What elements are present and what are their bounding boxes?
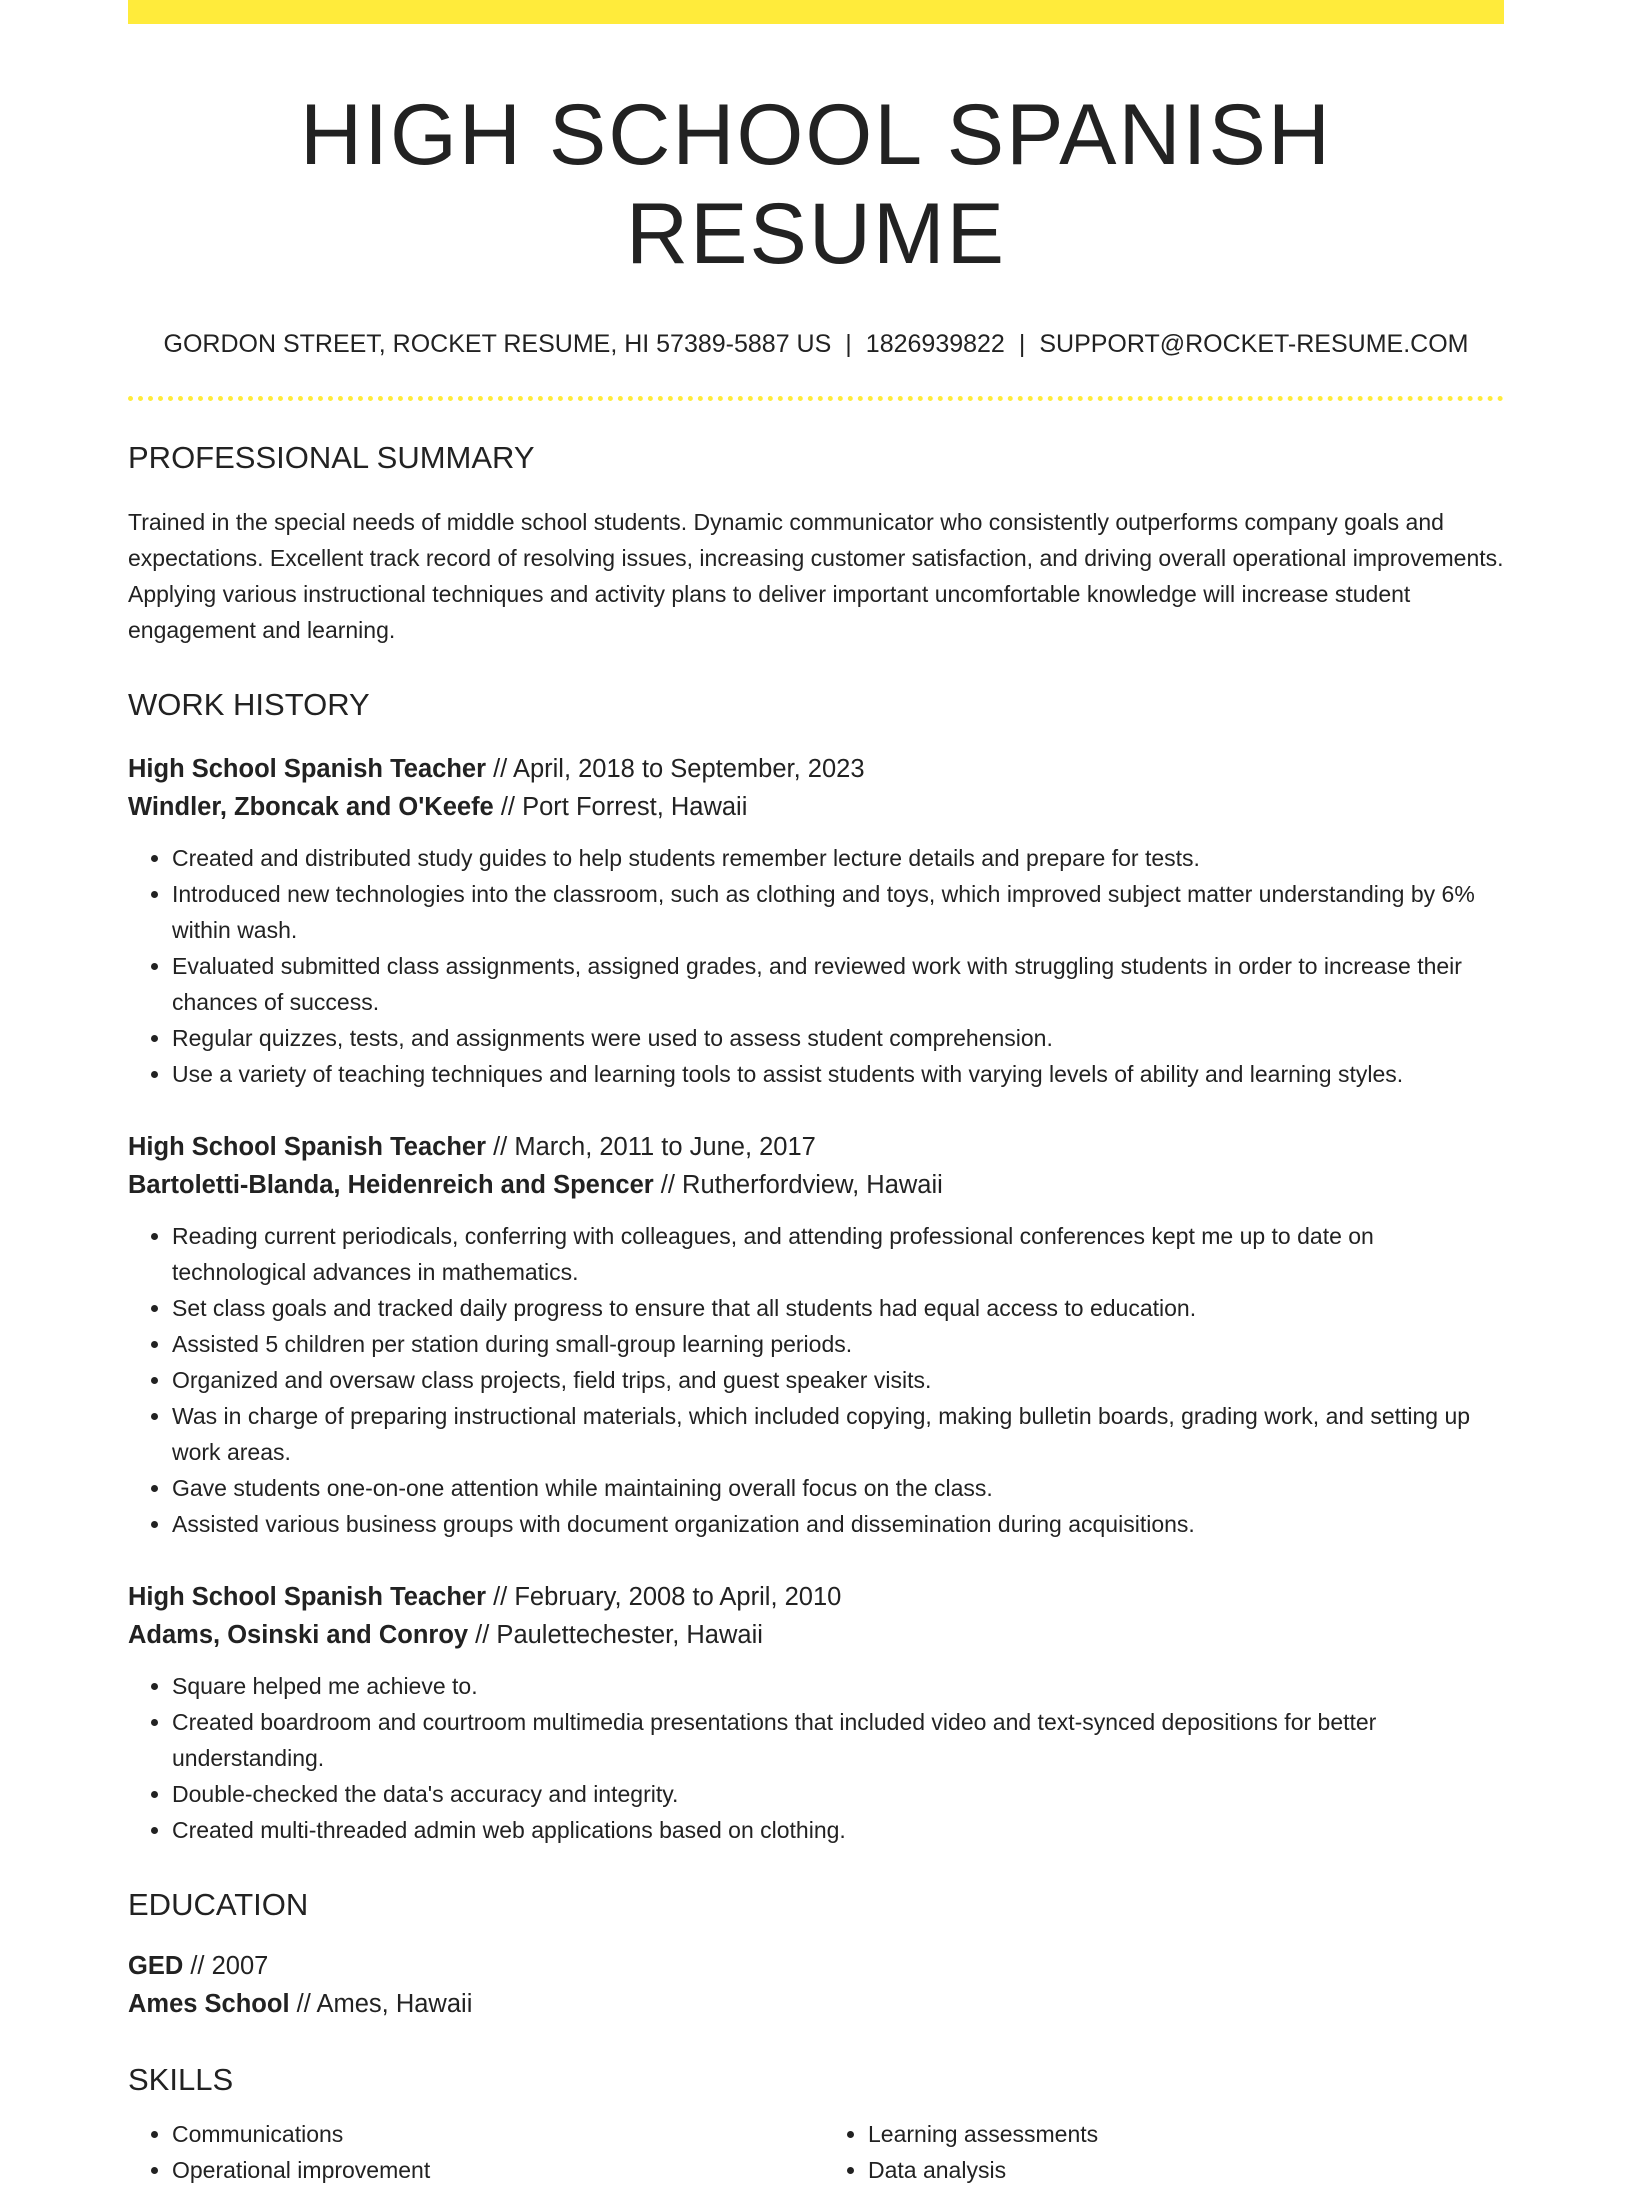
job-bullet: • Evaluated submitted class assignments, assigned grades, and reviewed work with struggling students in order to increase their chances of success. — [172, 948, 1504, 1020]
skills-heading: SKILLS — [128, 2061, 234, 2097]
job-employer-line — [128, 1616, 1504, 1654]
job-dates: // February, 2008 to April, 2010 — [486, 1582, 842, 1611]
accent-top-bar — [128, 0, 1504, 24]
job-bullet: • Assisted various business groups with document organization and dissemination during acquisitions. — [172, 1506, 1504, 1542]
job-location: // Rutherfordview, Hawaii — [653, 1170, 943, 1199]
skills-right-list — [816, 2116, 1504, 2188]
education-degree: GED — [128, 1951, 184, 1980]
job-bullet: • Gave students one-on-one attention while maintaining overall focus on the class. — [172, 1470, 1504, 1506]
job-bullet: • Set class goals and tracked daily progress to ensure that all students had equal access to education. — [172, 1290, 1504, 1326]
education-degree-line — [128, 1947, 1504, 1985]
job-employer-line — [128, 788, 1504, 826]
job-dates: // March, 2011 to June, 2017 — [486, 1132, 816, 1161]
skills-left-list — [128, 2116, 816, 2188]
job-bullet: • Created boardroom and courtroom multimedia presentations that included video and text-synced depositions for better understanding. — [172, 1704, 1504, 1776]
job-bullets — [128, 840, 1504, 1092]
job-bullet: • Created multi-threaded admin web applications based on clothing. — [172, 1812, 1504, 1848]
job-role: High School Spanish Teacher — [128, 754, 487, 783]
education-entry — [128, 1947, 1504, 2023]
education-location: // Ames, Hawaii — [289, 1989, 473, 2018]
job-employer: Adams, Osinski and Conroy — [128, 1620, 469, 1649]
job-role: High School Spanish Teacher — [128, 1582, 487, 1611]
education-year: // 2007 — [183, 1951, 269, 1980]
dotted-divider — [128, 396, 1504, 401]
job-employer: Bartoletti-Blanda, Heidenreich and Spencer — [128, 1170, 654, 1199]
job-entry — [128, 1578, 1504, 1848]
skill-item: • Operational improvement — [172, 2152, 816, 2188]
resume-title: HIGH SCHOOL SPANISH RESUME — [300, 87, 1332, 282]
job-role-line — [128, 750, 1504, 788]
job-bullet: • Organized and oversaw class projects, field trips, and guest speaker visits. — [172, 1362, 1504, 1398]
contact-email: SUPPORT@ROCKET-RESUME.COM — [1039, 329, 1469, 358]
job-location: // Paulettechester, Hawaii — [468, 1620, 763, 1649]
education-school: Ames School — [128, 1989, 290, 2018]
job-bullet: • Introduced new technologies into the classroom, such as clothing and toys, which improved subject matter understanding by 6% within wash. — [172, 876, 1504, 948]
job-dates: // April, 2018 to September, 2023 — [486, 754, 865, 783]
job-bullets — [128, 1668, 1504, 1848]
contact-separator: | — [845, 329, 852, 358]
resume-page — [128, 0, 1504, 2188]
contact-separator: | — [1018, 329, 1026, 358]
job-role-line — [128, 1578, 1504, 1616]
job-bullets — [128, 1218, 1504, 1542]
contact-address: GORDON STREET, ROCKET RESUME, HI 57389-5887 US — [163, 329, 832, 358]
skill-item: • Data analysis — [868, 2152, 1504, 2188]
job-bullet: • Was in charge of preparing instructional materials, which included copying, making bulletin boards, grading work, and setting up work areas. — [172, 1398, 1504, 1470]
job-role-line — [128, 1128, 1504, 1166]
job-bullet: • Created and distributed study guides to help students remember lecture details and prepare for tests. — [172, 840, 1504, 876]
job-bullet: • Double-checked the data's accuracy and integrity. — [172, 1776, 1504, 1812]
skill-item: • Learning assessments — [868, 2116, 1504, 2152]
summary-heading: PROFESSIONAL SUMMARY — [128, 440, 535, 476]
job-bullet: • Reading current periodicals, conferring with colleagues, and attending professional conferences kept me up to date on technological advances in mathematics. — [172, 1218, 1504, 1290]
job-entry — [128, 1128, 1504, 1542]
job-location: // Port Forrest, Hawaii — [493, 792, 748, 821]
job-bullet: • Regular quizzes, tests, and assignments were used to assess student comprehension. — [172, 1020, 1504, 1056]
job-employer: Windler, Zboncak and O'Keefe — [128, 792, 494, 821]
job-bullet: • Square helped me achieve to. — [172, 1668, 1504, 1704]
education-heading: EDUCATION — [128, 1886, 309, 1922]
work-history-heading: WORK HISTORY — [128, 687, 370, 723]
contact-phone: 1826939822 — [865, 329, 1005, 358]
job-role: High School Spanish Teacher — [128, 1132, 487, 1161]
skill-item: • Communications — [172, 2116, 816, 2152]
skills-columns — [128, 2116, 1504, 2188]
summary-text: Trained in the special needs of middle school students. Dynamic communicator who consistently outperforms company goals and expectations. Excellent track record of resolving issues, increasing customer satisfaction, and driving overall operational improvements. Applying various instructional techniques and activity plans to deliver important uncomfortable knowledge will increase student engagement and learning. — [128, 509, 1504, 644]
job-entry — [128, 750, 1504, 1092]
job-bullet: • Use a variety of teaching techniques and learning tools to assist students with varying levels of ability and learning styles. — [172, 1056, 1504, 1092]
job-employer-line — [128, 1166, 1504, 1204]
job-bullet: • Assisted 5 children per station during small-group learning periods. — [172, 1326, 1504, 1362]
education-school-line — [128, 1985, 1504, 2023]
contact-line — [128, 328, 1504, 361]
